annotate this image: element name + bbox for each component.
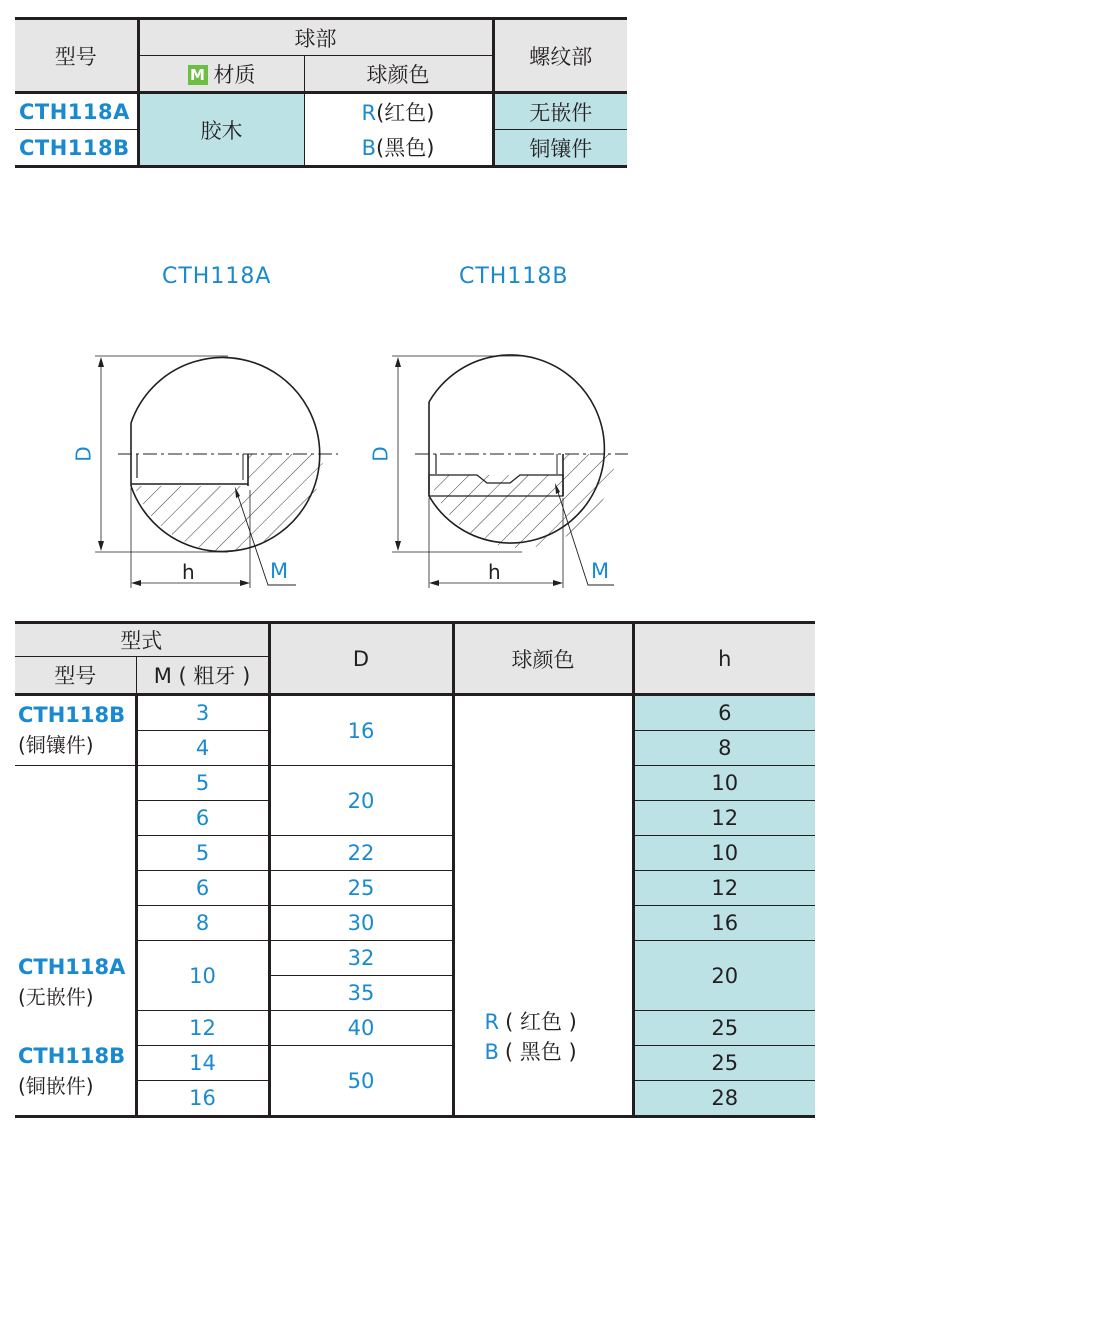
header-ball-color: 球颜色: [453, 623, 633, 695]
h-cell: 6: [633, 695, 815, 731]
ball-color-red: R(红色): [304, 93, 493, 130]
d-cell: 40: [269, 1011, 453, 1046]
header-d: D: [269, 623, 453, 695]
header-type: 型式: [15, 623, 269, 657]
ball-color-cell: R ( 红色 ) B ( 黑色 ): [453, 695, 633, 1117]
d-cell: 35: [269, 976, 453, 1011]
material-badge: M: [188, 65, 208, 85]
thread-cth118b: 铜镶件: [493, 130, 627, 167]
d-cell: 32: [269, 941, 453, 976]
header-model: 型号: [15, 19, 138, 93]
m-cell: 12: [136, 1011, 269, 1046]
h-cell: 10: [633, 766, 815, 801]
header-ball: 球部: [138, 19, 493, 56]
diagram-b-d-label: D: [368, 446, 393, 462]
diagram-b: [392, 350, 628, 588]
thread-cth118a: 无嵌件: [493, 93, 627, 130]
d-cell: 25: [269, 871, 453, 906]
h-cell: 25: [633, 1046, 815, 1081]
header-h: h: [633, 623, 815, 695]
m-cell: 8: [136, 906, 269, 941]
d-cell: 30: [269, 906, 453, 941]
h-cell: 8: [633, 731, 815, 766]
header-ball-color: 球颜色: [304, 56, 493, 93]
model-cth118b: CTH118B: [15, 130, 138, 167]
h-cell: 20: [633, 941, 815, 1011]
h-cell: 12: [633, 801, 815, 836]
group-cth118b: CTH118B (铜镶件): [15, 695, 136, 766]
material-table: [15, 17, 627, 168]
m-cell: 5: [136, 836, 269, 871]
h-cell: 12: [633, 871, 815, 906]
header-model: 型号: [15, 657, 136, 695]
diagram-b-title: CTH118B: [459, 264, 569, 289]
spec-table: [15, 621, 815, 1118]
diagram-a: [95, 350, 338, 588]
ball-color-black: B(黑色): [304, 130, 493, 167]
material-value: 胶木: [138, 93, 304, 167]
m-cell: 5: [136, 766, 269, 801]
d-cell: 50: [269, 1046, 453, 1117]
m-cell: 6: [136, 871, 269, 906]
d-cell: 20: [269, 766, 453, 836]
diagram-a-title: CTH118A: [162, 264, 272, 289]
d-cell: 16: [269, 695, 453, 766]
model-cth118a: CTH118A: [15, 93, 138, 130]
diagram-a-h-label: h: [182, 560, 195, 584]
header-material: M 材质: [138, 56, 304, 93]
m-cell: 3: [136, 695, 269, 731]
h-cell: 16: [633, 906, 815, 941]
m-cell: 10: [136, 941, 269, 1011]
diagram-b-m-label: M: [591, 559, 610, 583]
h-cell: 25: [633, 1011, 815, 1046]
h-cell: 10: [633, 836, 815, 871]
d-cell: 22: [269, 836, 453, 871]
header-m: M ( 粗牙 ): [136, 657, 269, 695]
dimension-diagrams: [0, 330, 680, 600]
m-cell: 6: [136, 801, 269, 836]
h-cell: 28: [633, 1081, 815, 1117]
header-thread: 螺纹部: [493, 19, 627, 93]
m-cell: 14: [136, 1046, 269, 1081]
diagram-b-h-label: h: [488, 560, 501, 584]
diagram-a-d-label: D: [71, 446, 96, 462]
m-cell: 4: [136, 731, 269, 766]
m-cell: 16: [136, 1081, 269, 1117]
group-cth118a-cth118b: CTH118A (无嵌件) CTH118B (铜嵌件): [15, 766, 136, 1117]
diagram-a-m-label: M: [270, 559, 289, 583]
